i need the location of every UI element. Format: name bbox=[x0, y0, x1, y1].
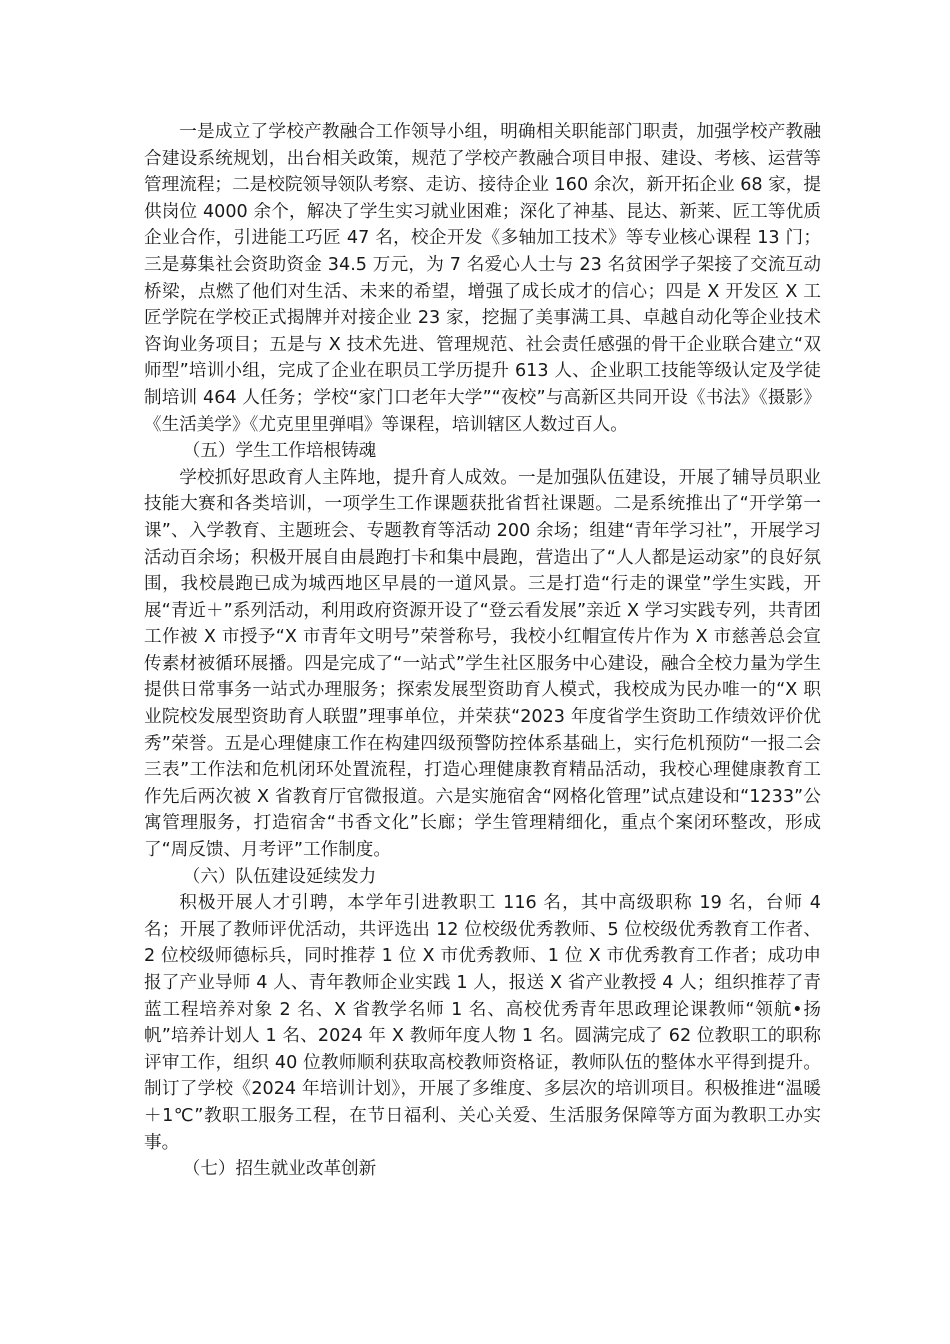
paragraph-school-enterprise-cooperation: 一是成立了学校产教融合工作领导小组，明确相关职能部门职责，加强学校产教融合建设系统规划，出台相关政策，规范了学校产教融合项目申报、建设、考核、运营等管理流程；二是校院领导领队考察、走访、接待企业 160 余次，新开拓企业 68 家，提供岗位 4000 余个，解决了学生实习就业困难；深化了神基、昆达、新莱、匠工等优质企业合作，引进能工巧匠 47 名，校企开发《多轴加工技术》等专业核心课程 13 门；三是募集社会资助资金 34.5 万元，为 7 名爱心人士与 23 名贫困学子架接了交流互动桥梁，点燃了他们对生活、未来的希望，增强了成长成才的信心；四是 X 开发区 X 工匠学院在学校正式揭牌并对接企业 23 家，挖掘了美事满工具、卓越自动化等企业技术咨询业务项目；五是与 X 技术先进、管理规范、社会责任感强的骨干企业联合建立“双师型”培训小组，完成了企业在职员工学历提升 613 人、企业职工技能等级认定及学徒制培训 464 人任务；学校“家门口老年大学”“夜校”与高新区共同开设《书法》《摄影》《生活美学》《尤克里里弹唱》等课程，培训辖区人数过百人。 bbox=[144, 122, 821, 435]
paragraph-student-work: 学校抓好思政育人主阵地，提升育人成效。一是加强队伍建设，开展了辅导员职业技能大赛和各类培训，一项学生工作课题获批省哲社课题。二是系统推出了“开学第一课”、入学教育、主题班会、专题教育等活动 200 余场；组建“青年学习社”，开展学习活动百余场；积极开展自由晨跑打卡和集中晨跑，营造出了“人人都是运动家”的良好氛围，我校晨跑已成为城西地区早晨的一道风景。三是打造“行走的课堂”学生实践，开展“青近＋”系列活动，利用政府资源开设了“登云看发展”亲近 X 学习实践专列，共青团工作被 X 市授予“X 市青年文明号”荣誉称号，我校小红帽宣传片作为 X 市慈善总会宣传素材被循环展播。四是完成了“一站式”学生社区服务中心建设，融合全校力量为学生提供日常事务一站式办理服务；探索发展型资助育人模式，我校成为民办唯一的“X 职业院校发展型资助育人联盟”理事单位，并荣获“2023 年度省学生资助工作绩效评价优秀”荣誉。五是心理健康工作在构建四级预警防控体系基础上，实行危机预防“一报二会三表”工作法和危机闭环处置流程，打造心理健康教育精品活动，我校心理健康教育工作先后两次被 X 省教育厅官微报道。六是实施宿舍“网格化管理”试点建设和“1233”公寓管理服务，打造宿舍“书香文化”长廊；学生管理精细化，重点个案闭环整改，形成了“周反馈、月考评”工作制度。 bbox=[144, 467, 821, 861]
document-page bbox=[144, 119, 821, 1183]
section-heading-student-work: （五）学生工作培根铸魂 bbox=[182, 441, 377, 462]
section-heading-enrollment-employment: （七）招生就业改革创新 bbox=[182, 1159, 377, 1180]
section-heading-team-building: （六）队伍建设延续发力 bbox=[182, 866, 377, 887]
paragraph-team-building: 积极开展人才引聘，本学年引进教职工 116 名，其中高级职称 19 名，台师 4 名；开展了教师评优活动，共评选出 12 位校级优秀教师、5 位校级优秀教育工作者、2 位校级师德标兵，同时推荐 1 位 X 市优秀教师、1 位 X 市优秀教育工作者；成功申报了产业导师 4 人、青年教师企业实践 1 人，报送 X 省产业教授 4 人；组织推荐了青蓝工程培养对象 2 名、X 省教学名师 1 名、高校优秀青年思政理论课教师“领航•扬帆”培养计划人 1 名、2024 年 X 教师年度人物 1 名。圆满完成了 62 位教职工的职称评审工作，组织 40 位教师顺利获取高校教师资格证，教师队伍的整体水平得到提升。制订了学校《2024 年培训计划》，开展了多维度、多层次的培训项目。积极推进“温暖＋1℃”教职工服务工程，在节日福利、关心关爱、生活服务保障等方面为教职工办实事。 bbox=[144, 893, 821, 1153]
